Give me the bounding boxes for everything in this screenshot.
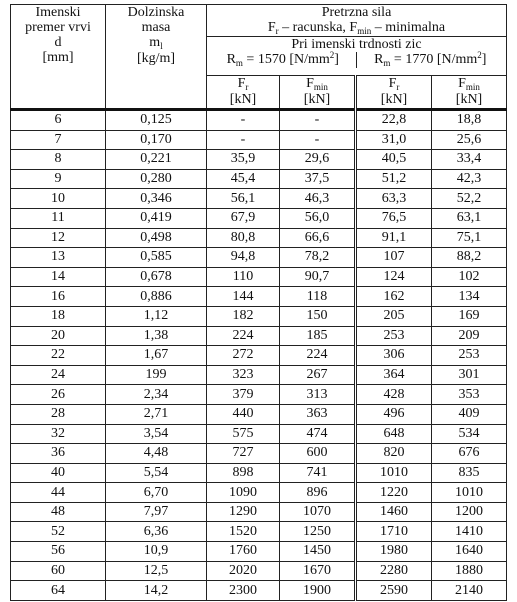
table-cell: 18: [11, 306, 106, 326]
header-mass-line1: Dolzinska: [127, 5, 185, 20]
table-cell: 40,5: [356, 150, 432, 170]
table-cell: 2020: [207, 561, 280, 581]
table-cell: 323: [207, 365, 280, 385]
table-cell: 1250: [280, 522, 356, 542]
table-cell: 267: [280, 365, 356, 385]
table-cell: 224: [280, 346, 356, 366]
table-cell: 5,54: [106, 463, 207, 483]
table-cell: 1010: [432, 483, 507, 503]
header-fr-1770: [356, 76, 432, 110]
table-cell: 1290: [207, 502, 280, 522]
table-cell: 31,0: [356, 130, 432, 150]
table-cell: 896: [280, 483, 356, 503]
table-cell: 169: [432, 306, 507, 326]
table-cell: 1900: [280, 581, 356, 601]
table-cell: 46,3: [280, 189, 356, 209]
table-cell: 102: [432, 267, 507, 287]
sub-part: – racunska, F: [278, 20, 358, 35]
table-cell: 48: [11, 502, 106, 522]
table-cell: 8: [11, 150, 106, 170]
table-cell: 4,48: [106, 444, 207, 464]
table-cell: 56,1: [207, 189, 280, 209]
unit-kn: [kN]: [303, 92, 331, 107]
header-mass-line2: masa: [141, 20, 171, 35]
table-cell: 741: [280, 463, 356, 483]
unit-kn: [kN]: [380, 92, 408, 107]
sub-part: F: [267, 20, 276, 35]
table-cell: 440: [207, 404, 280, 424]
table-cell: 134: [432, 287, 507, 307]
header-fr-1570: [207, 76, 280, 110]
table-row: [11, 169, 507, 189]
table-cell: 22: [11, 346, 106, 366]
unit-kn: [kN]: [229, 92, 257, 107]
table-cell: 18,8: [432, 110, 507, 131]
table-cell: 185: [280, 326, 356, 346]
table-cell: 66,6: [280, 228, 356, 248]
table-cell: 7,97: [106, 502, 207, 522]
table-cell: 14: [11, 267, 106, 287]
table-cell: 6,36: [106, 522, 207, 542]
table-cell: 1070: [280, 502, 356, 522]
table-cell: 534: [432, 424, 507, 444]
table-row: [11, 581, 507, 601]
header-rm1570: [210, 52, 357, 68]
header-diameter-unit: [mm]: [42, 50, 74, 65]
rm-part: 2: [477, 50, 482, 60]
table-cell: 10: [11, 189, 106, 209]
table-cell: 28: [11, 404, 106, 424]
table-cell: 36: [11, 444, 106, 464]
header-strength-group: [207, 37, 507, 76]
table-cell: 90,7: [280, 267, 356, 287]
table-cell: 0,280: [106, 169, 207, 189]
table-cell: 32: [11, 424, 106, 444]
table-cell: 1710: [356, 522, 432, 542]
table-cell: 42,3: [432, 169, 507, 189]
table-cell: 272: [207, 346, 280, 366]
fmin-sub: min: [313, 82, 328, 92]
table-cell: 56: [11, 542, 106, 562]
table-cell: 1090: [207, 483, 280, 503]
table-cell: 16: [11, 287, 106, 307]
table-cell: 205: [356, 306, 432, 326]
table-cell: 727: [207, 444, 280, 464]
rm-part: m: [235, 58, 243, 68]
table-cell: 91,1: [356, 228, 432, 248]
sub-part: min: [357, 26, 372, 36]
table-cell: 22,8: [356, 110, 432, 131]
table-cell: 51,2: [356, 169, 432, 189]
rm-part: = 1570 [N/mm: [242, 52, 330, 67]
table-cell: 33,4: [432, 150, 507, 170]
table-cell: 13: [11, 248, 106, 268]
table-cell: 12: [11, 228, 106, 248]
table-cell: 496: [356, 404, 432, 424]
table-row: [11, 130, 507, 150]
table-cell: 35,9: [207, 150, 280, 170]
table-cell: 110: [207, 267, 280, 287]
rm-part: ]: [481, 52, 487, 67]
table-row: [11, 306, 507, 326]
table-cell: 364: [356, 365, 432, 385]
header-mass-unit: [kg/m]: [136, 51, 176, 66]
table-cell: 56,0: [280, 208, 356, 228]
table-row: [11, 248, 507, 268]
table-cell: 20: [11, 326, 106, 346]
table-cell: 648: [356, 424, 432, 444]
table-cell: 379: [207, 385, 280, 405]
table-cell: 3,54: [106, 424, 207, 444]
table-row: [11, 150, 507, 170]
table-cell: 600: [280, 444, 356, 464]
table-cell: -: [207, 130, 280, 150]
header-mass-symbol-sub: l: [160, 41, 163, 51]
table-cell: 24: [11, 365, 106, 385]
table-cell: 182: [207, 306, 280, 326]
fmin-symbol: F: [458, 76, 466, 91]
table-row: [11, 365, 507, 385]
table-row: [11, 483, 507, 503]
sub-part: r: [275, 26, 279, 36]
table-cell: 144: [207, 287, 280, 307]
table-cell: 1010: [356, 463, 432, 483]
table-cell: 1980: [356, 542, 432, 562]
rm-part: m: [383, 58, 391, 68]
table-row: [11, 267, 507, 287]
rm-part: 2: [329, 50, 335, 60]
table-cell: 1,67: [106, 346, 207, 366]
table-cell: 6,70: [106, 483, 207, 503]
table-cell: 25,6: [432, 130, 507, 150]
fr-sub: r: [245, 82, 249, 92]
table-cell: 0,221: [106, 150, 207, 170]
table-cell: 224: [207, 326, 280, 346]
table-cell: 2300: [207, 581, 280, 601]
table-cell: -: [207, 110, 280, 131]
table-cell: 0,886: [106, 287, 207, 307]
fmin-symbol: F: [306, 76, 314, 91]
table-cell: 409: [432, 404, 507, 424]
table-cell: 75,1: [432, 228, 507, 248]
table-cell: 575: [207, 424, 280, 444]
table-cell: 253: [432, 346, 507, 366]
table-cell: 7: [11, 130, 106, 150]
table-cell: 1640: [432, 542, 507, 562]
table-cell: 0,585: [106, 248, 207, 268]
header-rm1770: [356, 52, 504, 68]
table-cell: 474: [280, 424, 356, 444]
table-row: [11, 287, 507, 307]
table-row: [11, 463, 507, 483]
table-cell: 6: [11, 110, 106, 131]
table-cell: 0,678: [106, 267, 207, 287]
table-cell: 52,2: [432, 189, 507, 209]
table-cell: 67,9: [207, 208, 280, 228]
table-cell: 11: [11, 208, 106, 228]
table-cell: 353: [432, 385, 507, 405]
table-cell: 9: [11, 169, 106, 189]
table-cell: 29,6: [280, 150, 356, 170]
table-cell: 150: [280, 306, 356, 326]
table-cell: 301: [432, 365, 507, 385]
header-diameter-symbol: d: [54, 35, 62, 50]
table-cell: 1,12: [106, 306, 207, 326]
table-row: [11, 189, 507, 209]
table-cell: -: [280, 110, 356, 131]
table-cell: 1880: [432, 561, 507, 581]
table-cell: 1410: [432, 522, 507, 542]
table-cell: 1760: [207, 542, 280, 562]
rm-part: ]: [334, 52, 339, 67]
table-cell: 52: [11, 522, 106, 542]
table-cell: 820: [356, 444, 432, 464]
table-cell: 898: [207, 463, 280, 483]
table-cell: 118: [280, 287, 356, 307]
rm-part: = 1770 [N/mm: [390, 52, 478, 67]
table-cell: 10,9: [106, 542, 207, 562]
header-mass-symbol: m: [149, 35, 161, 50]
table-cell: 64: [11, 581, 106, 601]
table-cell: 1,38: [106, 326, 207, 346]
table-cell: -: [280, 130, 356, 150]
fmin-sub: min: [465, 82, 480, 92]
table-cell: 313: [280, 385, 356, 405]
table-cell: 1200: [432, 502, 507, 522]
table-body: [11, 110, 507, 601]
unit-kn: [kN]: [455, 92, 483, 107]
table-header: [11, 5, 507, 110]
table-cell: 2,71: [106, 404, 207, 424]
table-row: [11, 228, 507, 248]
table-cell: 88,2: [432, 248, 507, 268]
table-cell: 209: [432, 326, 507, 346]
fr-symbol: F: [388, 76, 397, 91]
rm-part: R: [374, 52, 384, 67]
table-cell: 45,4: [207, 169, 280, 189]
table-cell: 2,34: [106, 385, 207, 405]
table-cell: 0,346: [106, 189, 207, 209]
table-cell: 428: [356, 385, 432, 405]
fr-symbol: F: [237, 76, 246, 91]
table-cell: 80,8: [207, 228, 280, 248]
table-cell: 1520: [207, 522, 280, 542]
rm-part: R: [226, 52, 236, 67]
header-breaking-force: [207, 5, 507, 37]
table-cell: 676: [432, 444, 507, 464]
table-cell: 78,2: [280, 248, 356, 268]
table-cell: 63,1: [432, 208, 507, 228]
header-fmin-1770: [432, 76, 507, 110]
table-cell: 0,125: [106, 110, 207, 131]
table-cell: 2590: [356, 581, 432, 601]
table-cell: 14,2: [106, 581, 207, 601]
table-cell: 107: [356, 248, 432, 268]
table-cell: 835: [432, 463, 507, 483]
table-cell: 253: [356, 326, 432, 346]
table-row: [11, 424, 507, 444]
table-cell: 2280: [356, 561, 432, 581]
table-cell: 2140: [432, 581, 507, 601]
table-cell: 76,5: [356, 208, 432, 228]
header-breaking-force-title: Pretrzna sila: [321, 5, 392, 20]
header-diameter-line1: Imenski: [35, 5, 81, 20]
table-cell: 0,170: [106, 130, 207, 150]
table-row: [11, 404, 507, 424]
table-cell: 44: [11, 483, 106, 503]
table-cell: 26: [11, 385, 106, 405]
table-cell: 12,5: [106, 561, 207, 581]
table-row: [11, 385, 507, 405]
rope-strength-table: [10, 4, 507, 601]
table-cell: 1670: [280, 561, 356, 581]
table-cell: 37,5: [280, 169, 356, 189]
table-cell: 124: [356, 267, 432, 287]
table-row: [11, 444, 507, 464]
header-diameter-line2: premer vrvi: [25, 20, 91, 35]
table-cell: 94,8: [207, 248, 280, 268]
header-breaking-force-sub: [268, 20, 445, 35]
header-diameter: [11, 5, 106, 110]
header-fmin-1570: [280, 76, 356, 110]
table-row: [11, 502, 507, 522]
table-row: [11, 208, 507, 228]
table-cell: 63,3: [356, 189, 432, 209]
table-cell: 0,419: [106, 208, 207, 228]
table-cell: 162: [356, 287, 432, 307]
sub-part: – minimalna: [371, 20, 446, 35]
table-cell: 60: [11, 561, 106, 581]
table-cell: 1220: [356, 483, 432, 503]
table-cell: 1450: [280, 542, 356, 562]
table-row: [11, 326, 507, 346]
table-row: [11, 110, 507, 131]
header-mass: [106, 5, 207, 110]
fr-sub: r: [396, 82, 400, 92]
table-row: [11, 346, 507, 366]
table-cell: 1460: [356, 502, 432, 522]
table-cell: 306: [356, 346, 432, 366]
table-row: [11, 561, 507, 581]
table-row: [11, 522, 507, 542]
table-cell: 363: [280, 404, 356, 424]
table-cell: 40: [11, 463, 106, 483]
table-cell: 0,498: [106, 228, 207, 248]
header-strength-title: Pri imenski trdnosti zic: [291, 37, 422, 52]
table-row: [11, 542, 507, 562]
table-cell: 199: [106, 365, 207, 385]
